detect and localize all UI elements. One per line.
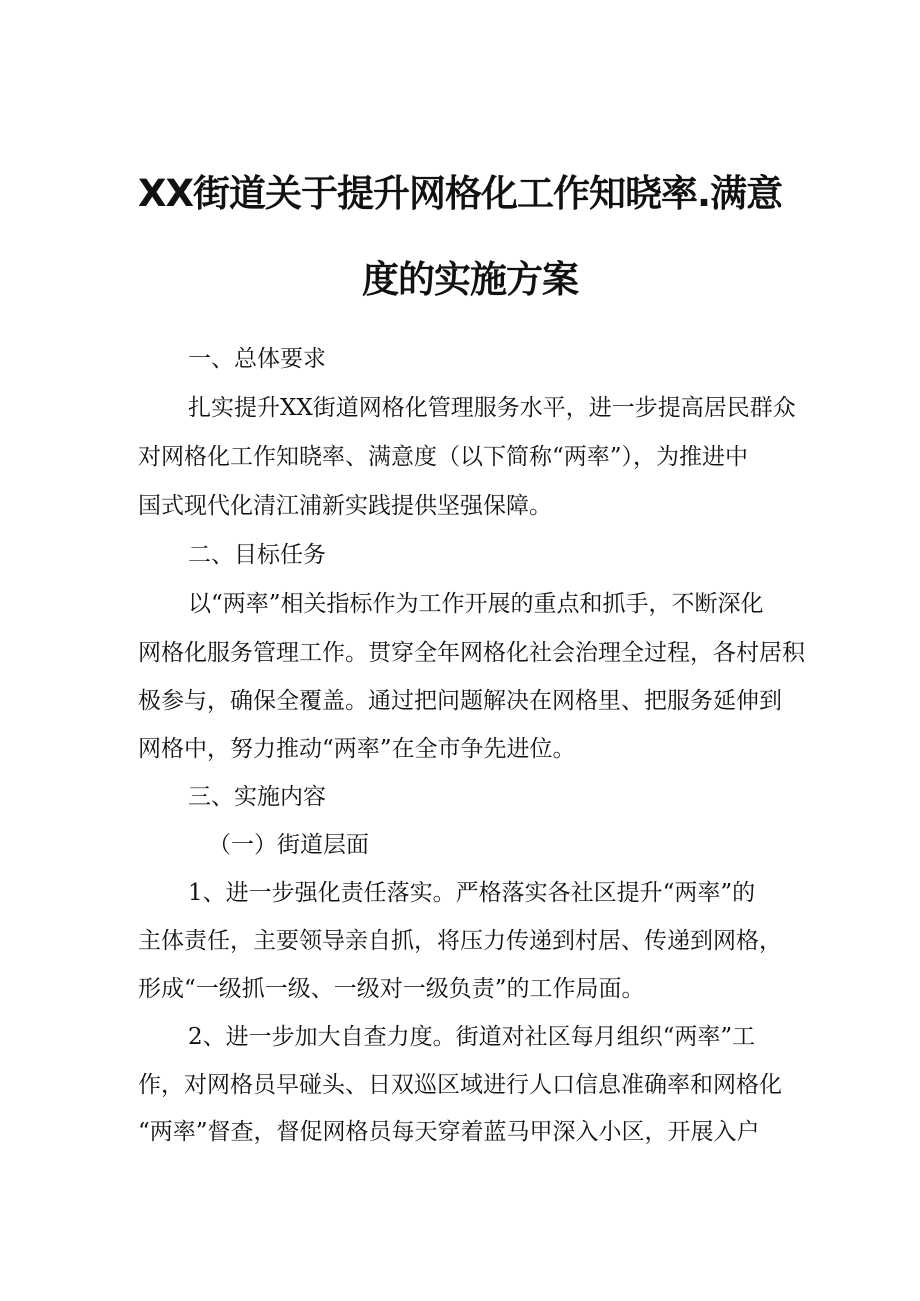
section-heading-implementation: 三、实施内容: [188, 784, 326, 810]
paragraph-line: 扎实提升XX街道网格化管理服务水平，进一步提高居民群众: [188, 395, 796, 421]
document-title-line-2: 度的实施方案: [362, 258, 578, 301]
paragraph-line: 1、进一步强化责任落实。严格落实各社区提升“两率”的: [188, 880, 756, 906]
paragraph-line: 对网格化工作知晓率、满意度（以下简称“两率”），为推进中: [138, 444, 749, 470]
paragraph-line: 以“两率”相关指标作为工作开展的重点和抓手，不断深化: [188, 591, 764, 617]
paragraph-line: 主体责任，主要领导亲自抓，将压力传递到村居、传递到网格，: [138, 928, 782, 954]
section-heading-general-requirements: 一、总体要求: [188, 346, 326, 372]
subsection-heading-street-level: （一）街道层面: [208, 832, 369, 858]
paragraph-line: 网格化服务管理工作。贯穿全年网格化社会治理全过程，各村居积: [138, 640, 805, 666]
paragraph-line: 作，对网格员早碰头、日双巡区域进行人口信息准确率和网格化: [138, 1072, 782, 1098]
paragraph-line: 形成“一级抓一级、一级对一级负责”的工作局面。: [138, 976, 645, 1002]
section-heading-target-tasks: 二、目标任务: [188, 542, 326, 568]
document-title-line-1: XX街道关于提升网格化工作知晓率.满意: [138, 172, 783, 215]
paragraph-line: “两率”督查，督促网格员每天穿着蓝马甲深入小区，开展入户: [138, 1119, 760, 1145]
paragraph-line: 极参与，确保全覆盖。通过把问题解决在网格里、把服务延伸到: [138, 688, 782, 714]
paragraph-line: 国式现代化清江浦新实践提供坚强保障。: [138, 493, 552, 519]
paragraph-line: 2、进一步加大自查力度。街道对社区每月组织“两率”工: [188, 1024, 756, 1050]
paragraph-line: 网格中，努力推动“两率”在全市争先进位。: [138, 736, 576, 762]
